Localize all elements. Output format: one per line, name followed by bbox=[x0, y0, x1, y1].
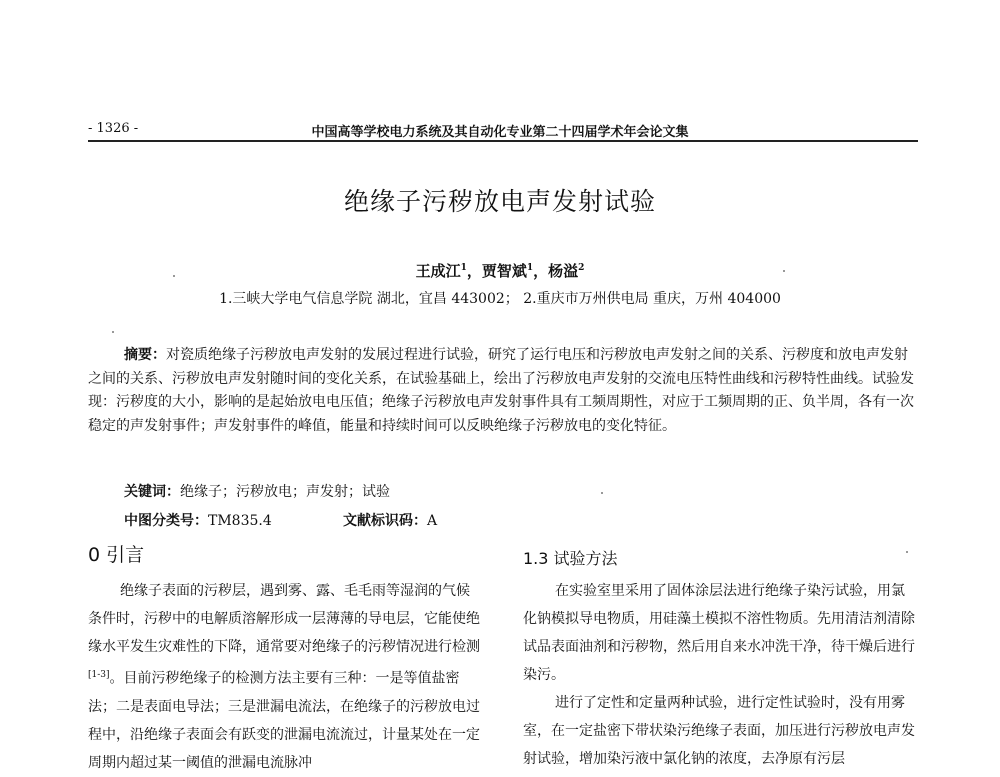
author-separator: ， bbox=[533, 262, 549, 280]
document-code bbox=[343, 510, 437, 530]
author-1: 王成江 bbox=[415, 262, 461, 280]
keywords bbox=[124, 481, 390, 501]
clc-label: 中图分类号： bbox=[124, 513, 208, 529]
author-1-affil-mark: 1 bbox=[460, 263, 467, 273]
scan-speck bbox=[112, 331, 114, 333]
abstract bbox=[88, 344, 918, 438]
page-number: - 1326 - bbox=[88, 121, 139, 136]
running-header: 中国高等学校电力系统及其自动化专业第二十四届学术年会论文集 bbox=[311, 125, 689, 140]
scan-speck bbox=[173, 275, 175, 277]
abstract-text: 对瓷质绝缘子污秽放电声发射的发展过程进行试验，研究了运行电压和污秽放电声发射之间的关系、污秽度和放电声发射之间的关系、污秽放电声发射随时间的变化关系，在试验基础上，绘出了污秽放电声发射的交流电压特性曲线和污秽特性曲线。试验发现：污秽度的大小，影响的是起始放电电压值；绝缘子污秽放电声发射事件具有工频周期性，对应于工频周期的正、负半周，各有一次稳定的声发射事件；声发射事件的峰值，能量和持续时间可以反映绝缘子污秽放电的变化特征。 bbox=[88, 347, 914, 434]
author-2-affil-mark: 1 bbox=[526, 263, 534, 273]
scan-speck bbox=[601, 492, 603, 494]
section-0-heading: 0 引言 bbox=[88, 544, 145, 566]
doc-code-value: A bbox=[427, 513, 438, 529]
abstract-label: 摘要： bbox=[124, 347, 166, 363]
section-1-3-paragraph-2 bbox=[523, 689, 918, 773]
author-list bbox=[0, 260, 1000, 281]
left-column bbox=[88, 577, 483, 777]
keywords-text: 绝缘子；污秽放电；声发射；试验 bbox=[180, 484, 390, 500]
right-column bbox=[523, 577, 918, 773]
citation-ref: [1-3] bbox=[88, 670, 110, 680]
section-0-paragraph bbox=[88, 577, 483, 777]
author-separator: ， bbox=[466, 262, 482, 280]
doc-code-label: 文献标识码： bbox=[343, 513, 427, 529]
scan-speck bbox=[906, 551, 908, 553]
author-2: 贾智斌 bbox=[481, 262, 527, 280]
author-3-affil-mark: 2 bbox=[578, 263, 585, 273]
clc-value: TM835.4 bbox=[208, 513, 272, 529]
keywords-label: 关键词： bbox=[124, 484, 180, 500]
header-rule bbox=[88, 140, 918, 142]
section-1-3-text-2: 进行了定性和定量两种试验，进行定性试验时，没有用雾室，在一定盐密下带状染污绝缘子表面，加压进行污秽放电声发射试验，增加染污液中氯化钠的浓度，去净原有污层 bbox=[523, 695, 915, 767]
section-1-3-heading: 1.3 试验方法 bbox=[523, 549, 618, 568]
section-0-text-b: 。目前污秽绝缘子的检测方法主要有三种：一是等值盐密法；二是表面电导法；三是泄漏电流法，在绝缘子的污秽放电过程中，沿绝缘子表面会有跃变的泄漏电流流过，计量某处在一定周期内超过某一阈值的泄漏电流脉冲 bbox=[88, 670, 480, 771]
classification-line bbox=[124, 510, 272, 530]
paper-title: 绝缘子污秽放电声发射试验 bbox=[343, 187, 656, 216]
section-1-3-paragraph-1 bbox=[523, 577, 918, 689]
section-1-3-text-1: 在实验室里采用了固体涂层法进行绝缘子染污试验，用氯化钠模拟导电物质，用硅藻土模拟不溶性物质。先用清洁剂清除试品表面油剂和污秽物，然后用自来水冲洗干净，待干燥后进行染污。 bbox=[523, 583, 915, 683]
affiliation: 1.三峡大学电气信息学院 湖北，宜昌 443002； 2.重庆市万州供电局 重庆，万州 404000 bbox=[219, 291, 781, 307]
section-0-text-a: 绝缘子表面的污秽层，遇到雾、露、毛毛雨等湿润的气候条件时，污秽中的电解质溶解形成一层薄薄的导电层，它能使绝缘水平发生灾难性的下降，通常要对绝缘子的污秽情况进行检测 bbox=[88, 583, 480, 655]
author-3: 杨溢 bbox=[548, 262, 579, 280]
scan-speck bbox=[783, 270, 785, 272]
